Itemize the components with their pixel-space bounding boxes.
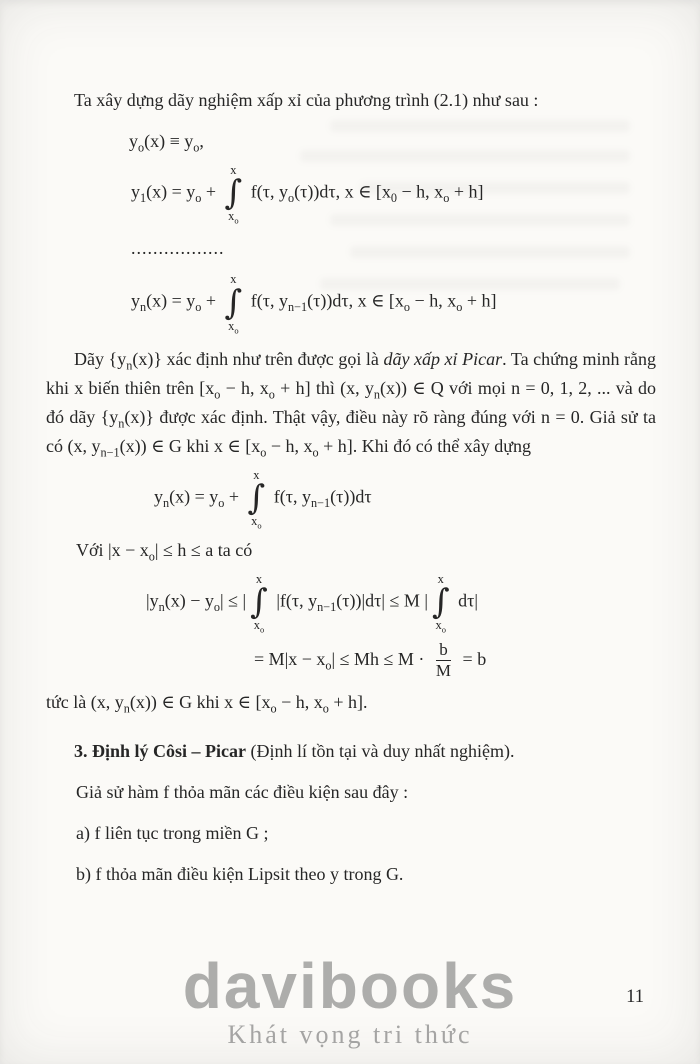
watermark	[0, 950, 700, 1050]
integral-sign: x ∫ $x_o$	[247, 467, 266, 531]
page-content	[46, 86, 656, 894]
formula-y0: $y_o(x) \equiv y_o$,	[129, 130, 204, 155]
formula-estimate-2: = $M|x - x_o| \le Mh \le M$ · $\frac{b}{M}$ = b	[254, 639, 487, 680]
assumption-line: Giả sử hàm f thỏa mãn các điều kiện sau đây :	[76, 781, 409, 802]
integral-sign: x ∫ $x_o$	[431, 571, 450, 635]
fraction: $\frac{b}{M}$	[435, 639, 452, 680]
formula-y1: $y_1(x) = y_o$ + x ∫ $x_o$ f(τ, $y_o(\tau))d\tau$, x ∈ [$x_0 - h$, $x_o + h$]	[131, 162, 484, 226]
integral-sign: x ∫ $x_o$	[224, 162, 243, 226]
dots-ellipsis: .................	[131, 237, 225, 258]
condition-b: b) f thỏa mãn điều kiện Lipsit theo y trong G.	[76, 863, 404, 884]
integral-sign: x ∫ $x_o$	[250, 571, 268, 635]
formula-estimate-1: $|y_n(x) - y_o|$ ≤ | x ∫ $x_o$ |f(τ, $y_{n-1}(\tau))|d\tau| \le M$ | x ∫ $x_o$ dτ|	[146, 571, 478, 635]
condition-a: a) f liên tục trong miền G ;	[76, 822, 269, 843]
formula-yn-display: $y_n(x) = y_o$ + x ∫ $x_o$ f(τ, $y_{n-1}(\tau))d\tau$	[154, 467, 372, 531]
condition-line: Với $|x - x_o| \le h \le a$ ta có	[76, 539, 253, 564]
theorem-heading: 3. Định lý Côsi – Picar (Định lí tồn tại và duy nhất nghiệm).	[74, 741, 515, 762]
intro-paragraph: Ta xây dựng dãy nghiệm xấp xỉ của phương trình (2.1) như sau :	[74, 90, 539, 110]
integral-sign: x ∫ $x_o$	[224, 272, 243, 336]
formula-yn: $y_n(x) = y_o$ + x ∫ $x_o$ f(τ, $y_{n-1}(\tau))d\tau$, x ∈ [$x_o - h$, $x_o + h$]	[131, 272, 497, 336]
page-number: 11	[626, 987, 644, 1007]
watermark-tagline: Khát vọng tri thức	[227, 1020, 473, 1049]
conclusion-line: tức là (x, $y_n(x)$) ∈ G khi x ∈ [$x_o - h$, $x_o + h$].	[46, 692, 368, 716]
watermark-title: davibooks	[182, 950, 518, 1022]
picard-paragraph: Dãy $\{y_n(x)\}$ xác định như trên được gọi là dãy xấp xỉ Picar. Ta chứng minh rằng khi x biến thiên trên [$x_o - h$, $x_o + h$] thì (x, $y_n(x)$) ∈ Q với mọi n = 0, 1, 2, ... và do đó dãy $\{y_n(x)\}$ được xác định. Thật vậy, điều này rõ ràng đúng với n = 0. Giả sử ta có (x, $y_{n-1}(x)$) ∈ G khi x ∈ [$x_o - h$, $x_o + h$]. Khi đó có thể xây dựng	[46, 349, 656, 460]
